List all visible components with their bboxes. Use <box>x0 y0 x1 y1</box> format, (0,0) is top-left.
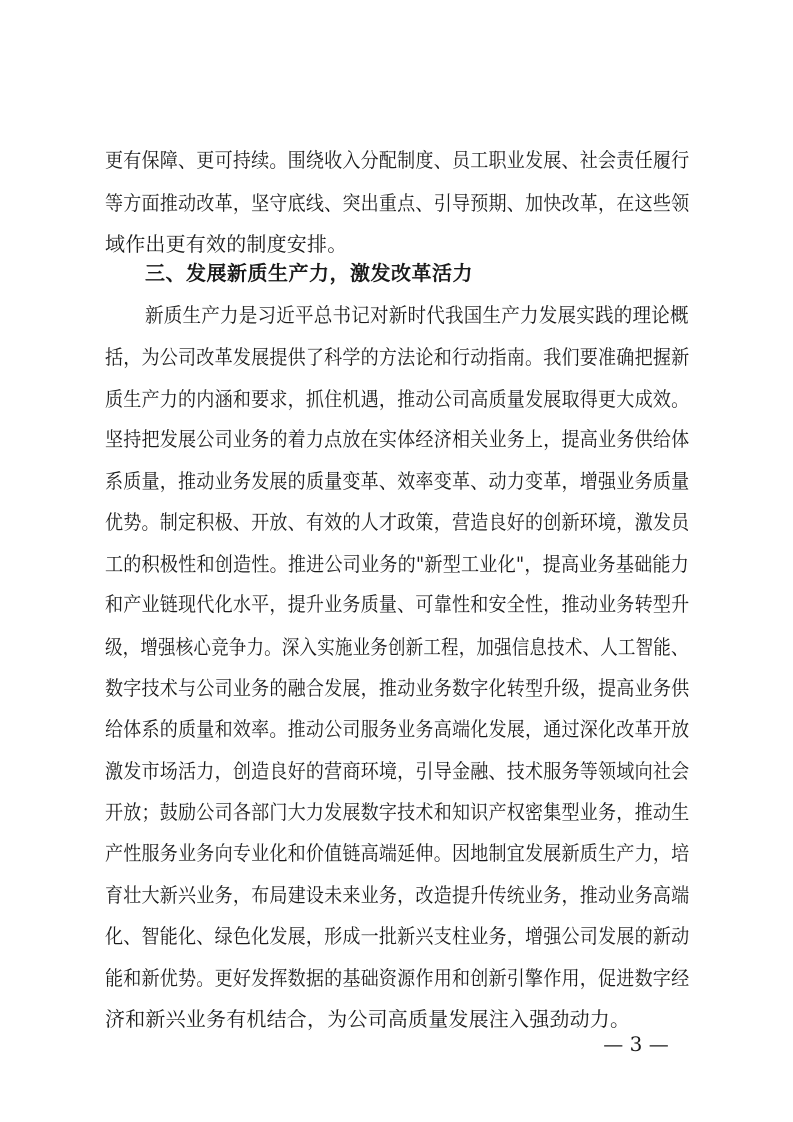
paragraph-line: 激发市场活力，创造良好的营商环境，引导金融、技术服务等领域向社会 <box>105 759 690 783</box>
paragraph-line: 级，增强核心竞争力。深入实施业务创新工程，加强信息技术、人工智能、 <box>105 635 689 659</box>
paragraph-line: 给体系的质量和效率。推动公司服务业务高端化发展，通过深化改革开放 <box>105 717 690 741</box>
paragraph-line: 坚持把发展公司业务的着力点放在实体经济相关业务上，提高业务供给体 <box>105 427 690 451</box>
page-number: — 3 — <box>603 1032 669 1056</box>
paragraph-line: 域作出更有效的制度安排。 <box>105 232 348 256</box>
paragraph-line: 新质生产力是习近平总书记对新时代我国生产力发展实践的理论概 <box>145 303 689 327</box>
paragraph-line: 和产业链现代化水平，提升业务质量、可靠性和安全性，推动业务转型升 <box>105 592 690 616</box>
paragraph-line: 更有保障、更可持续。围绕收入分配制度、员工职业发展、社会责任履行 <box>105 148 690 172</box>
paragraph-line: 质生产力的内涵和要求，抓住机遇，推动公司高质量发展取得更大成效。 <box>105 387 690 411</box>
paragraph-line: 优势。制定积极、开放、有效的人才政策，营造良好的创新环境，激发员 <box>105 510 690 534</box>
paragraph-line: 开放；鼓励公司各部门大力发展数字技术和知识产权密集型业务，推动生 <box>105 800 690 824</box>
paragraph-line: 等方面推动改革，坚守底线、突出重点、引导预期、加快改革，在这些领 <box>105 191 690 215</box>
paragraph-line: 系质量，推动业务发展的质量变革、效率变革、动力变革，增强业务质量 <box>105 469 690 493</box>
paragraph-line: 数字技术与公司业务的融合发展，推动业务数字化转型升级，提高业务供 <box>105 676 690 700</box>
paragraph-line: 能和新优势。更好发挥数据的基础资源作用和创新引擎作用，促进数字经 <box>105 966 690 990</box>
paragraph-line: 产性服务业务向专业化和价值链高端延伸。因地制宜发展新质生产力，培 <box>105 841 690 865</box>
paragraph-line: 工的积极性和创造性。推进公司业务的"新型工业化"，提高业务基础能力 <box>105 552 689 576</box>
paragraph-line: 化、智能化、绿色化发展，形成一批新兴支柱业务，增强公司发展的新动 <box>105 924 690 948</box>
section-heading: 三、发展新质生产力，激发改革活力 <box>145 261 473 285</box>
paragraph-line: 育壮大新兴业务，布局建设未来业务，改造提升传统业务，推动业务高端 <box>105 883 690 907</box>
paragraph-line: 济和新兴业务有机结合，为公司高质量发展注入强劲动力。 <box>105 1007 631 1031</box>
paragraph-line: 括，为公司改革发展提供了科学的方法论和行动指南。我们要准确把握新 <box>105 345 690 369</box>
